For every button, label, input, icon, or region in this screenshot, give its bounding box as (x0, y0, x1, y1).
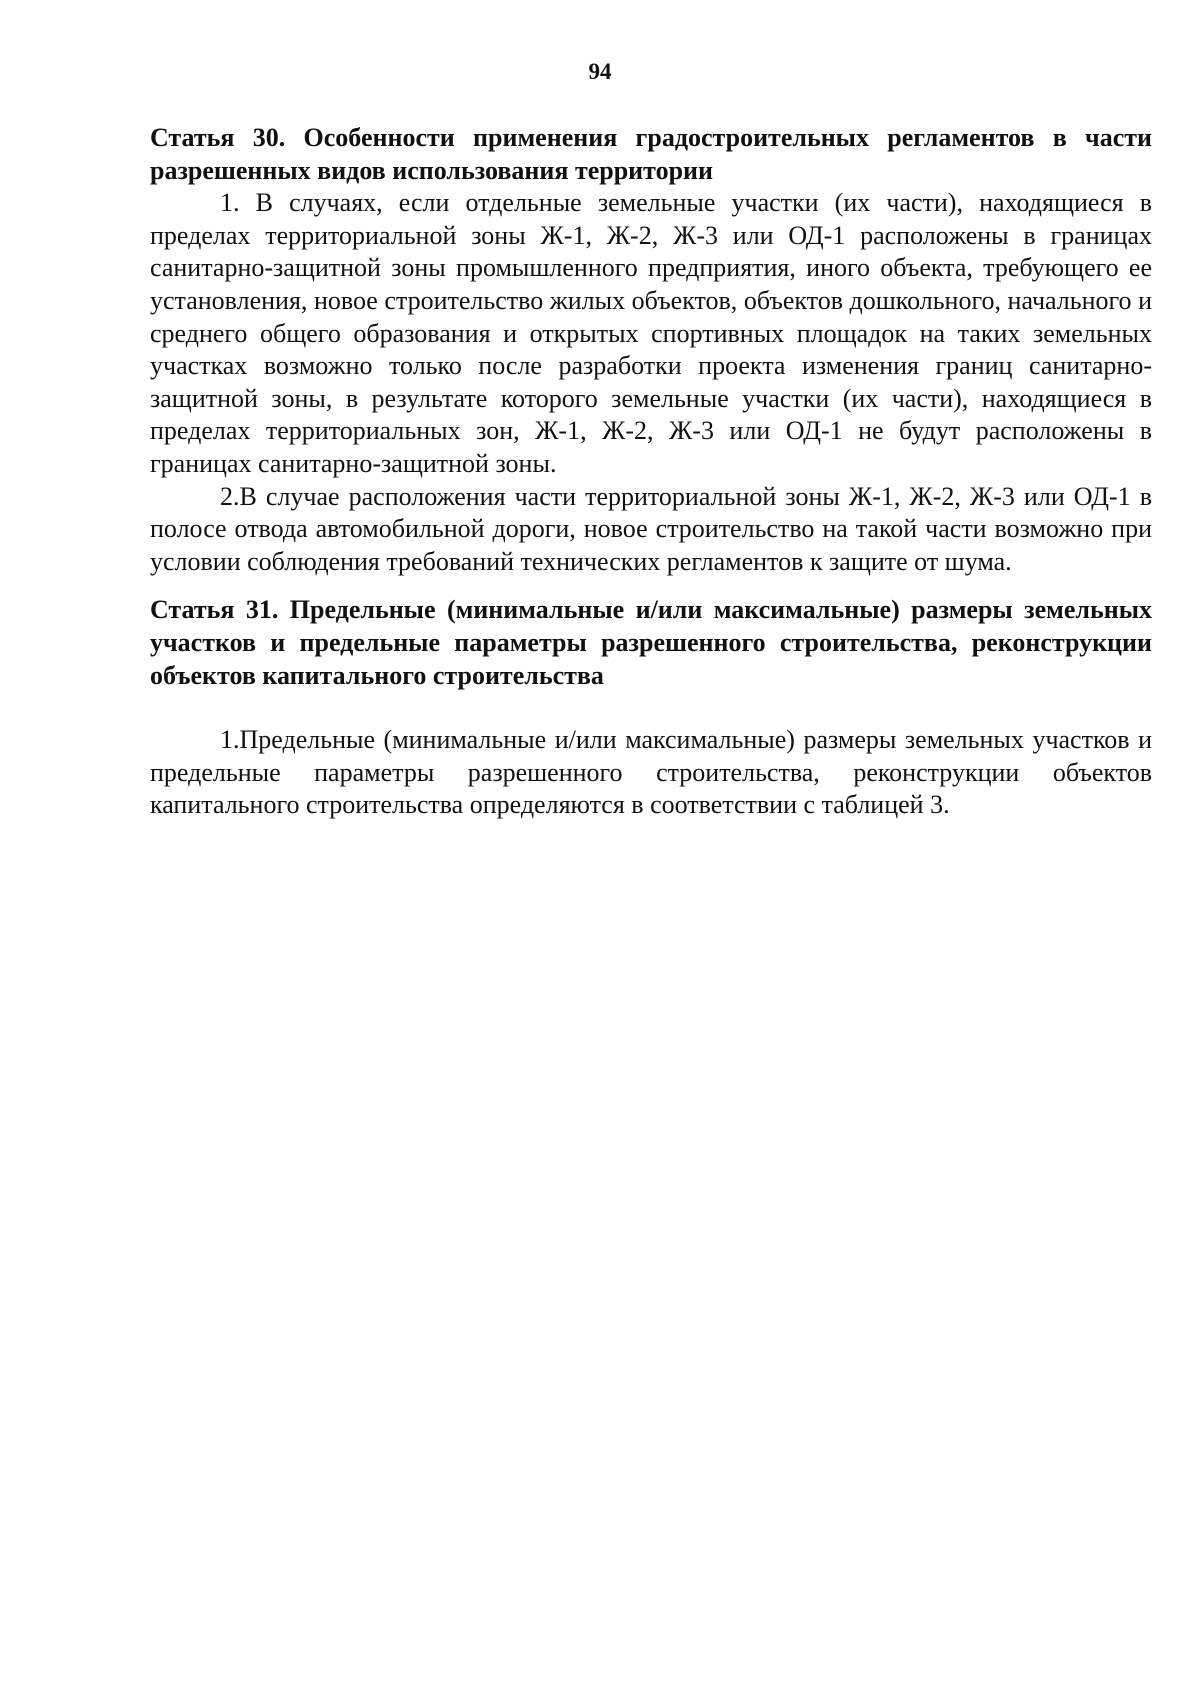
article-31-title: Статья 31. Предельные (минимальные и/или максимальные) размеры земельных участков и предельные параметры разрешенного строительства, реконструкции объектов капитального строительства (150, 595, 1152, 690)
page-number: 94 (588, 59, 612, 84)
article-31-paragraph-1: 1.Предельные (минимальные и/или максимальные) размеры земельных участков и предельные параметры разрешенного строительства, реконструкции объектов капитального строительства определяются в соответствии с таблицей 3. (150, 725, 1152, 820)
document-body (150, 122, 1152, 822)
article-30-paragraph-1: 1. В случаях, если отдельные земельные участки (их части), находящиеся в пределах территориальной зоны Ж-1, Ж-2, Ж-3 или ОД-1 расположены в границах санитарно-защитной зоны промышленного предприятия, иного объекта, требующего ее установления, новое строительство жилых объектов, объектов дошкольного, начального и среднего общего образования и открытых спортивных площадок на таких земельных участках возможно только после разработки проекта изменения границ санитарно-защитной зоны, в результате которого земельные участки (их части), находящиеся в пределах территориальных зон, Ж-1, Ж-2, Ж-3 или ОД-1 не будут расположены в границах санитарно-защитной зоны. (150, 188, 1152, 478)
article-30-paragraph-2: 2.В случае расположения части территориальной зоны Ж-1, Ж-2, Ж-3 или ОД-1 в полосе отвода автомобильной дороги, новое строительство на такой части возможно при условии соблюдения требований технических регламентов к защите от шума. (150, 481, 1152, 576)
article-30-title: Статья 30. Особенности применения градостроительных регламентов в части разрешенных видов использования территории (150, 123, 1152, 185)
